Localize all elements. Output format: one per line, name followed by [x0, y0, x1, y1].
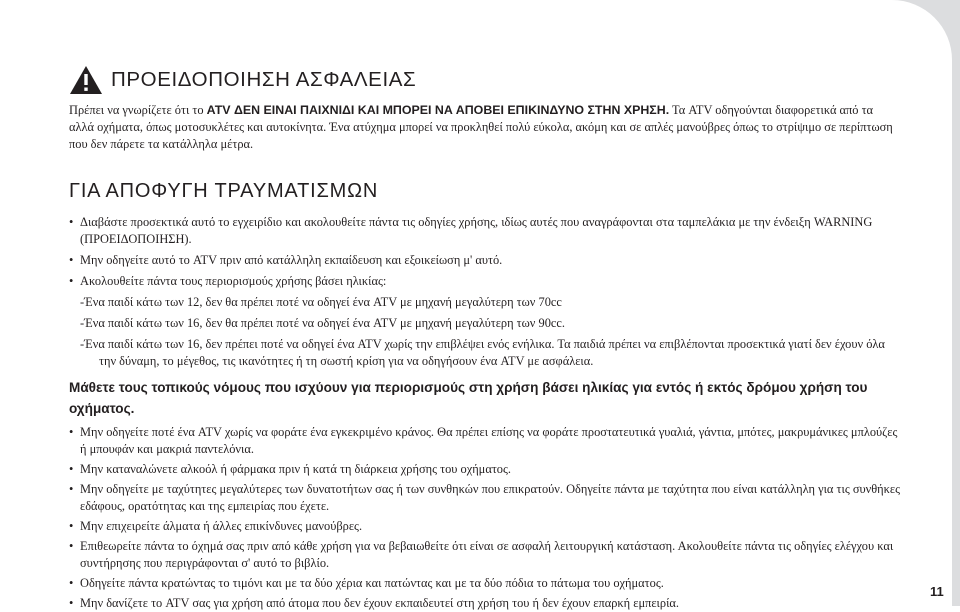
age-rule-supervision-cont: την δύναμη, το μέγεθος, τις ικανότητες ή τη σωστή κρίση για να οδηγήσουν ένα ATV με ασφάλεια.	[99, 354, 594, 368]
list-item: • Διαβάστε προσεκτικά αυτό το εγχειρίδιο και ακολουθείτε πάντα τις οδηγίες χρήσης, ιδίως αυτές που αναγράφονται στα ταμπελάκια με την ένδειξη WARNING (ΠΡΟΕΙΔΟΠΟΙΗΣΗ).	[69, 215, 873, 246]
local-laws-note: Μάθετε τους τοπικούς νόμους που ισχύουν για περιορισμούς στη χρήση βάσει ηλικίας για εντός ή εκτός δρόμου χρήση του οχήματος.	[69, 380, 868, 416]
warning-triangle-icon	[69, 65, 103, 95]
injury-prevention-list	[69, 214, 901, 290]
list-item: • Επιθεωρείτε πάντα το όχημά σας πριν από κάθε χρήση για να βεβαιωθείτε ότι είναι σε ασφαλή λειτουργική κατάσταση. Ακολουθείτε πάντα τις οδηγίες ελέγχου και συντήρησης που περιγράφονται σ' αυτό το βιβλίο.	[69, 539, 894, 570]
intro-lead: Πρέπει να γνωρίζετε ότι το	[69, 103, 207, 117]
intro-rest: Τα ATV οδηγούνται διαφορετικά από τα αλλά οχήματα, όπως μοτοσυκλέτες και αυτοκίνητα. Ένα ατύχημα μπορεί να προκληθεί πολύ εύκολα, ακόμη και σε απλές μανούβρες όπως το στρίψιμο σε περίπτωση που δεν πάρετε τα κατάλληλα μέτρα.	[69, 103, 893, 151]
list-item: • Μην οδηγείτε με ταχύτητες μεγαλύτερες των δυνατοτήτων σας ή των συνθηκών που επικρατούν. Οδηγείτε πάντα με ταχύτητα που είναι κατάλληλη για τις συνθήκες εδάφους, ορατότητας και της εμπειρίας που έχετε.	[69, 482, 901, 513]
section-title: ΓΙΑ ΑΠΟΦΥΓΗ ΤΡΑΥΜΑΤΙΣΜΩΝ	[69, 180, 379, 202]
list-item: • Ακολουθείτε πάντα τους περιορισμούς χρήσης βάσει ηλικίας:	[69, 274, 387, 288]
safety-warning-header	[69, 60, 901, 100]
page-number: 11	[930, 584, 944, 599]
safety-rules-list	[69, 424, 901, 612]
list-item: • Μην δανίζετε το ATV σας για χρήση από άτομα που δεν έχουν εκπαιδευτεί στη χρήση του ή δεν έχουν επαρκή εμπειρία.	[69, 596, 679, 610]
manual-page-content	[69, 60, 901, 612]
age-rule-12: -Ένα παιδί κάτω των 12, δεν θα πρέπει ποτέ να οδηγεί ένα ATV με μηχανή μεγαλύτερη των 70cc	[80, 295, 562, 309]
age-rule-16: -Ένα παιδί κάτω των 16, δεν θα πρέπει ποτέ να οδηγεί ένα ATV με μηχανή μεγαλύτερη των 90cc.	[80, 316, 565, 330]
list-item: • Μην καταναλώνετε αλκοόλ ή φάρμακα πριν ή κατά τη διάρκεια χρήσης του οχήματος.	[69, 462, 511, 476]
age-rule-supervision: -Ένα παιδί κάτω των 16, δεν πρέπει ποτέ να οδηγεί ένα ATV χωρίς την επιβλέψει ενός ενήλικα. Τα παιδιά πρέπει να επιβλέπονται προσεκτικά γιατί δεν έχουν όλα	[80, 337, 885, 351]
list-item: • Μην επιχειρείτε άλματα ή άλλες επικίνδυνες μανούβρες.	[69, 519, 363, 533]
age-rules	[69, 294, 901, 370]
list-item: • Μην οδηγείτε αυτό το ATV πριν από κατάλληλη εκπαίδευση και εξοικείωση μ' αυτό.	[69, 253, 503, 267]
intro-emphasis: ATV ΔΕΝ ΕΙΝΑΙ ΠΑΙΧΝΙΔΙ ΚΑΙ ΜΠΟΡΕΙ ΝΑ ΑΠΟΒΕΙ ΕΠΙΚΙΝΔΥΝΟ ΣΤΗΝ ΧΡΗΣΗ.	[206, 103, 670, 117]
intro-paragraph	[69, 102, 901, 153]
page-title: ΠΡΟΕΙΔΟΠΟΙΗΣΗ ΑΣΦΑΛΕΙΑΣ	[111, 68, 417, 91]
list-item: • Οδηγείτε πάντα κρατώντας το τιμόνι και με τα δύο χέρια και πατώντας και με τα δύο πόδια το πάτωμα του οχήματος.	[69, 576, 664, 590]
list-item: • Μην οδηγείτε ποτέ ένα ATV χωρίς να φοράτε ένα εγκεκριμένο κράνος. Θα πρέπει επίσης να φοράτε προστατευτικά γυαλιά, γάντια, μπότες, μακρυμάνικες μπλούζες ή μπουφάν και μακριά παντελόνια.	[69, 425, 898, 456]
